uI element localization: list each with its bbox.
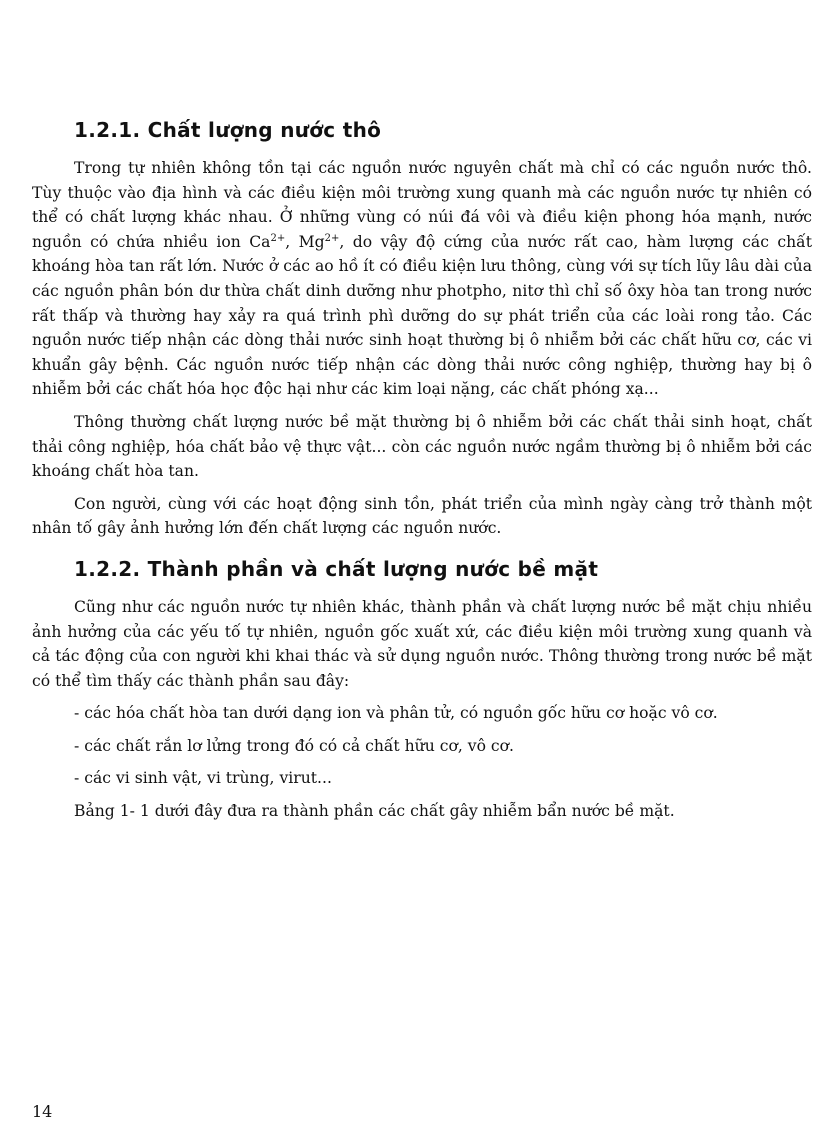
paragraph-4: Cũng như các nguồn nước tự nhiên khác, thành phần và chất lượng nước bề mặt chịu nhiều ảnh hưởng của các yếu tố tự nhiên, nguồn gốc xuất xứ, các điều kiện môi trường xung quanh và cả tác động của con người khi khai thác và sử dụng nguồn nước. Thông thường trong nước bề mặt có thể tìm thấy các thành phần sau đây: (32, 597, 812, 690)
list-item: - các chất rắn lơ lửng trong đó có cả chất hữu cơ, vô cơ. (74, 736, 514, 755)
paragraph-2: Thông thường chất lượng nước bề mặt thường bị ô nhiễm bởi các chất thải sinh hoạt, chất thải công nghiệp, hóa chất bảo vệ thực vật... còn các nguồn nước ngầm thường bị ô nhiễm bởi các khoáng chất hòa tan. (32, 412, 812, 481)
paragraph-1-text-a: Trong tự nhiên không tồn tại các nguồn nước nguyên chất mà chỉ có các nguồn nước thô. Tùy thuộc vào địa hình và các điều kiện môi trường xung quanh mà các nguồn nước tự nhiên có thể có chất lượng khác nhau. Ở những vùng có núi đá vôi và điều kiện phong hóa mạnh, nước nguồn có chứa nhiều ion Ca (32, 159, 812, 251)
superscript-ca: 2+ (270, 232, 286, 244)
superscript-mg: 2+ (324, 232, 340, 244)
paragraph-1-text-b: , Mg (285, 232, 325, 251)
section-heading-1-2-2: 1.2.2. Thành phần và chất lượng nước bề mặt (74, 556, 599, 581)
section-heading-1-2-1: 1.2.1. Chất lượng nước thô (74, 118, 382, 142)
paragraph-3: Con người, cùng với các hoạt động sinh tồn, phát triển của mình ngày càng trở thành một nhân tố gây ảnh hưởng lớn đến chất lượng các nguồn nước. (32, 494, 812, 538)
paragraph-1 (32, 156, 812, 402)
paragraph-1-text-c: , do vậy độ cứng của nước rất cao, hàm lượng các chất khoáng hòa tan rất lớn. Nước ở các ao hồ ít có điều kiện lưu thông, cùng với sự tích lũy lâu dài của các nguồn phân bón dư thừa chất dinh dưỡng như photpho, nitơ thì chỉ số ôxy hòa tan trong nước rất thấp và thường hay xảy ra quá trình phì dưỡng do sự phát triển của các loài rong tảo. Các nguồn nước tiếp nhận các dòng thải nước sinh hoạt thường bị ô nhiễm bởi các chất hữu cơ, các vi khuẩn gây bệnh. Các nguồn nước tiếp nhận các dòng thải nước công nghiệp, thường hay bị ô nhiễm bởi các chất hóa học độc hại như các kim loại nặng, các chất phóng xạ... (32, 232, 812, 399)
page-content (32, 118, 812, 824)
paragraph-5: Bảng 1- 1 dưới đây đưa ra thành phần các chất gây nhiễm bẩn nước bề mặt. (74, 802, 675, 821)
list-item: - các vi sinh vật, vi trùng, virut... (74, 769, 332, 788)
page-number: 14 (32, 1102, 53, 1121)
list-item: - các hóa chất hòa tan dưới dạng ion và phân tử, có nguồn gốc hữu cơ hoặc vô cơ. (74, 704, 718, 723)
